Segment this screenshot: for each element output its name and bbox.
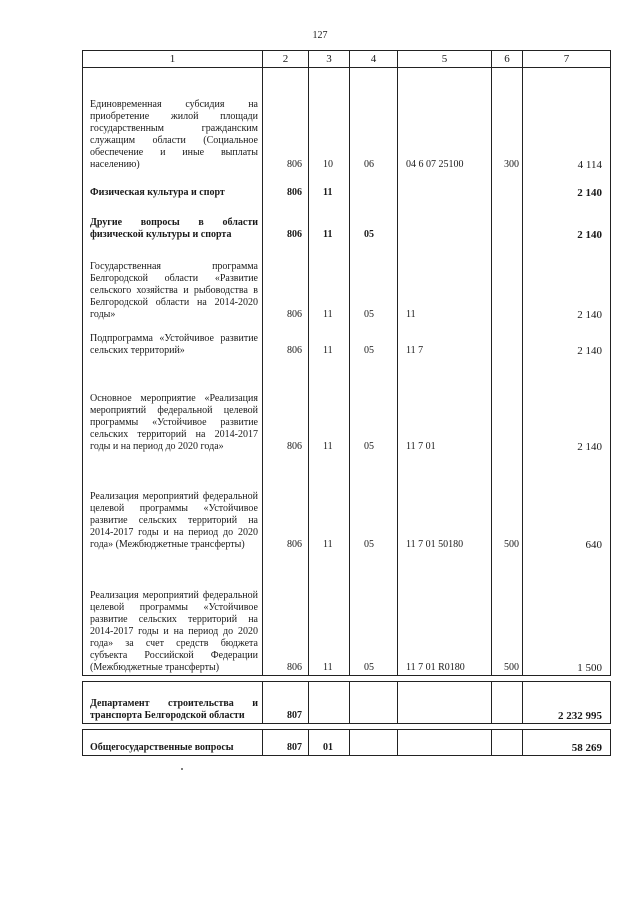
row-description: Основное мероприятие «Реализация мероприятий федеральной целевой программы «Устойчивое развитие сельских территорий на 2014-2017 годы и на период до 2020 года» [83,358,263,454]
table-header-row [83,51,611,68]
row-description: Физическая культура и спорт [83,172,263,200]
row-target-code: 04 6 07 25100 [398,68,492,172]
row-section-code: 11 [309,172,350,200]
table-row [83,242,611,322]
table-row [83,68,611,172]
row-section-code: 01 [309,730,350,756]
column-header: 1 [83,51,263,68]
row-description: Подпрограмма «Устойчивое развитие сельских территорий» [83,322,263,358]
row-amount: 2 140 [523,358,611,454]
row-amount: 2 140 [523,200,611,242]
row-subsection-code: 05 [350,322,398,358]
column-header: 3 [309,51,350,68]
row-description: Государственная программа Белгородской области «Развитие сельского хозяйства и рыбоводства в Белгородской области на 2014-2020 годы» [83,242,263,322]
row-expense-type [492,358,523,454]
row-section-code: 11 [309,454,350,552]
budget-table [82,50,611,756]
row-description: Реализация мероприятий федеральной целевой программы «Устойчивое развитие сельских территорий на 2014-2017 годы и на период до 2020 года» (Межбюджетные трансферты) [83,454,263,552]
row-ministry-code: 807 [263,730,309,756]
table-row [83,172,611,200]
table-row [83,358,611,454]
row-target-code: 11 7 01 R0180 [398,552,492,676]
row-section-code: 11 [309,242,350,322]
row-subsection-code: 05 [350,242,398,322]
row-amount: 2 232 995 [523,682,611,724]
row-description: Реализация мероприятий федеральной целевой программы «Устойчивое развитие сельских территорий на 2014-2017 годы и на период до 2020 года» за счет средств бюджета субъекта Российской Федерации (Межбюджетные трансферты) [83,552,263,676]
row-expense-type: 300 [492,68,523,172]
row-section-code [309,682,350,724]
row-amount: 640 [523,454,611,552]
column-header: 7 [523,51,611,68]
row-ministry-code: 806 [263,172,309,200]
row-subsection-code [350,172,398,200]
row-target-code [398,682,492,724]
table-row [83,682,611,724]
row-expense-type [492,322,523,358]
row-expense-type [492,172,523,200]
row-description: Единовременная субсидия на приобретение жилой площади государственным гражданским служащим области (Социальное обеспечение и иные выплаты населению) [83,68,263,172]
row-subsection-code [350,730,398,756]
table-row [83,454,611,552]
row-target-code: 11 7 [398,322,492,358]
row-section-code: 11 [309,200,350,242]
row-ministry-code: 806 [263,68,309,172]
row-expense-type [492,682,523,724]
row-subsection-code: 05 [350,552,398,676]
row-subsection-code [350,682,398,724]
row-expense-type: 500 [492,454,523,552]
scan-speck [181,768,183,770]
row-amount: 2 140 [523,172,611,200]
row-expense-type [492,242,523,322]
row-expense-type [492,730,523,756]
row-amount: 2 140 [523,242,611,322]
page-number: 127 [312,30,328,41]
row-ministry-code: 806 [263,552,309,676]
row-subsection-code: 05 [350,200,398,242]
row-subsection-code: 06 [350,68,398,172]
row-target-code [398,730,492,756]
table-row [83,322,611,358]
row-description: Департамент строительства и транспорта Белгородской области [83,682,263,724]
row-expense-type: 500 [492,552,523,676]
row-amount: 58 269 [523,730,611,756]
table-row [83,200,611,242]
column-header: 5 [398,51,492,68]
column-header: 2 [263,51,309,68]
row-target-code: 11 7 01 50180 [398,454,492,552]
row-subsection-code: 05 [350,454,398,552]
row-target-code [398,172,492,200]
row-section-code: 11 [309,358,350,454]
column-header: 4 [350,51,398,68]
row-ministry-code: 807 [263,682,309,724]
row-ministry-code: 806 [263,200,309,242]
row-section-code: 10 [309,68,350,172]
row-target-code: 11 [398,242,492,322]
column-header: 6 [492,51,523,68]
row-ministry-code: 806 [263,322,309,358]
row-ministry-code: 806 [263,242,309,322]
row-amount: 4 114 [523,68,611,172]
row-expense-type [492,200,523,242]
row-target-code [398,200,492,242]
row-ministry-code: 806 [263,358,309,454]
row-description: Другие вопросы в области физической культуры и спорта [83,200,263,242]
row-description: Общегосударственные вопросы [83,730,263,756]
row-section-code: 11 [309,322,350,358]
row-target-code: 11 7 01 [398,358,492,454]
row-ministry-code: 806 [263,454,309,552]
table-row [83,552,611,676]
row-amount: 1 500 [523,552,611,676]
row-amount: 2 140 [523,322,611,358]
row-section-code: 11 [309,552,350,676]
row-subsection-code: 05 [350,358,398,454]
table-row [83,730,611,756]
